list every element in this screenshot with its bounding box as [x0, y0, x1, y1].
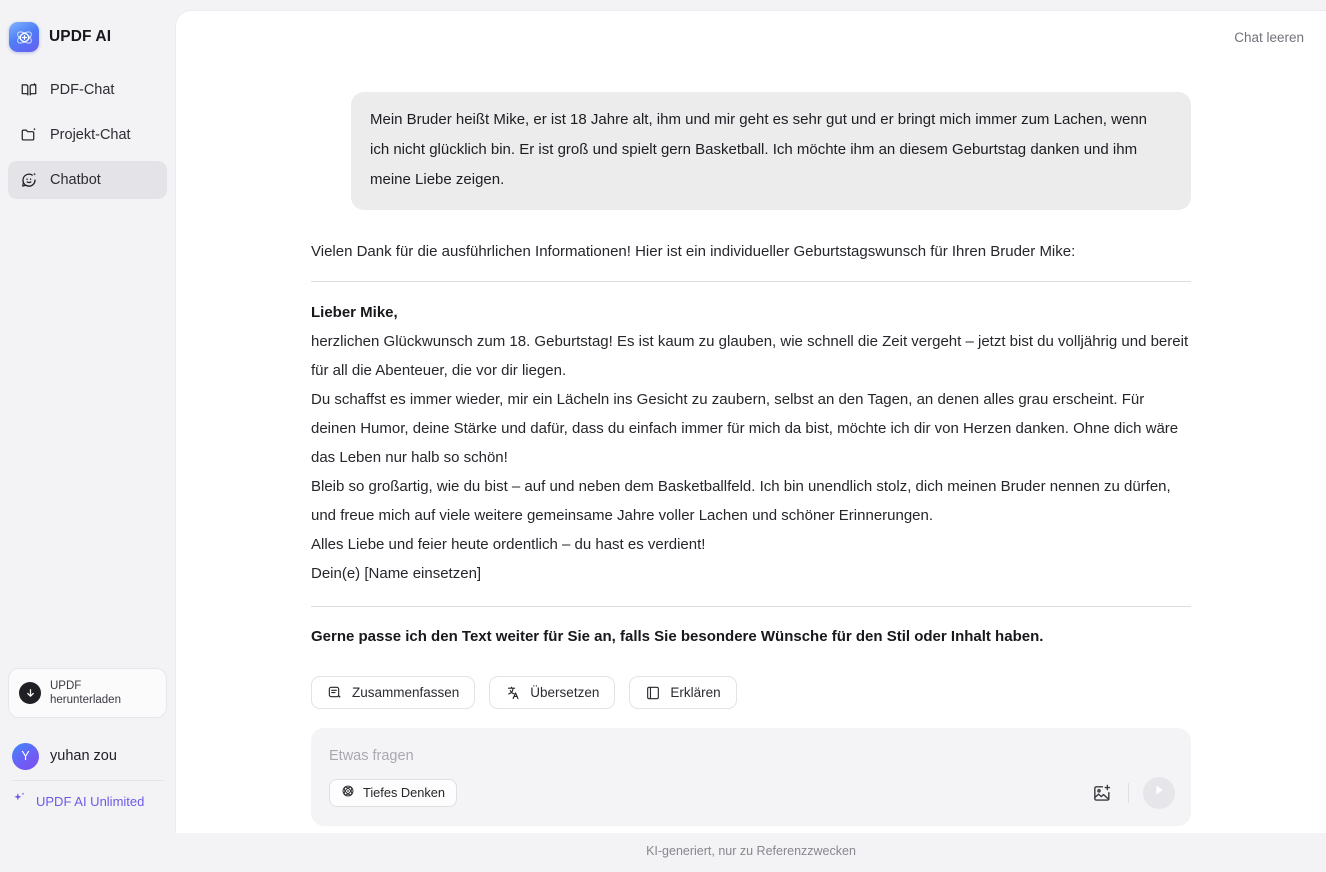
download-label-line2: herunterladen	[50, 694, 121, 706]
summarize-icon	[327, 685, 343, 701]
assistant-salutation: Lieber Mike,	[311, 304, 398, 321]
explain-button[interactable]	[629, 676, 736, 709]
translate-icon	[505, 685, 521, 701]
image-add-icon[interactable]	[1090, 781, 1114, 805]
composer-toolbar	[329, 772, 1175, 826]
assistant-divider-top	[311, 281, 1191, 282]
brand	[0, 0, 175, 55]
explain-label: Erklären	[670, 685, 721, 700]
assistant-intro: Vielen Dank für die ausführlichen Informationen! Hier ist ein individueller Geburtstagswunsch für Ihren Bruder Mike:	[311, 243, 1076, 260]
deep-think-label: Tiefes Denken	[363, 785, 446, 800]
user-name: yuhan zou	[50, 748, 117, 764]
download-circle-icon	[19, 682, 41, 704]
quick-actions	[311, 676, 1191, 709]
folder-sparkle-icon	[19, 126, 38, 145]
atom-icon	[341, 784, 355, 801]
avatar: Y	[12, 743, 39, 770]
user-message-row	[311, 92, 1191, 210]
sidebar	[0, 0, 175, 833]
chat-smiley-sparkle-icon	[19, 171, 38, 190]
chat-input[interactable]	[329, 745, 837, 767]
sparkle-icon	[12, 791, 27, 811]
topbar	[176, 11, 1326, 63]
summarize-label: Zusammenfassen	[352, 685, 460, 700]
translate-label: Übersetzen	[530, 685, 600, 700]
deep-think-toggle[interactable]	[329, 779, 457, 807]
send-triangle-icon	[1152, 783, 1166, 802]
sidebar-item-projekt-chat[interactable]	[8, 116, 167, 154]
sidebar-item-chatbot[interactable]	[8, 161, 167, 199]
main-panel	[175, 10, 1326, 858]
sidebar-item-label: Chatbot	[50, 172, 101, 188]
assistant-closing: Gerne passe ich den Text weiter für Sie an, falls Sie besondere Wünsche für den Stil oder Inhalt haben.	[311, 628, 1044, 645]
composer-separator	[1128, 783, 1129, 803]
summarize-button[interactable]	[311, 676, 475, 709]
assistant-paragraph: Du schaffst es immer wieder, mir ein Lächeln ins Gesicht zu zaubern, selbst an den Tagen, an denen alles grau erscheint. Für deinen Humor, deine Stärke und dafür, dass du einfach immer für mich da bist, möchte ich dir von Herzen danken. Ohne dich wäre das Leben nur halb so schön!	[311, 391, 1179, 466]
composer-right-tools	[1090, 777, 1175, 809]
explain-book-icon	[645, 685, 661, 701]
assistant-paragraph: Dein(e) [Name einsetzen]	[311, 565, 482, 582]
assistant-paragraph: herzlichen Glückwunsch zum 18. Geburtstag! Es ist kaum zu glauben, wie schnell die Zeit vergeht – jetzt bist du volljährig und bereit für all die Abenteuer, die vor dir liegen.	[311, 333, 1189, 379]
download-label-line1: UPDF	[50, 680, 82, 692]
assistant-divider-bottom	[311, 606, 1191, 607]
updf-atom-logo-icon	[9, 22, 39, 52]
sidebar-item-label: Projekt-Chat	[50, 127, 131, 143]
updf-ai-unlimited-label: UPDF AI Unlimited	[36, 793, 145, 809]
updf-ai-unlimited-link[interactable]	[8, 781, 167, 821]
clear-chat-button[interactable]: Chat leeren	[1234, 29, 1304, 45]
sidebar-bottom	[0, 668, 175, 833]
assistant-paragraph: Bleib so großartig, wie du bist – auf und neben dem Basketballfeld. Ich bin unendlich stolz, dich meinen Bruder nennen zu dürfen, und freue mich auf viele weitere gemeinsame Jahre voller Lachen und schöner Erinnerungen.	[311, 478, 1171, 524]
send-button[interactable]	[1143, 777, 1175, 809]
chat-content	[311, 92, 1191, 830]
assistant-message	[311, 237, 1191, 651]
sidebar-nav	[0, 71, 175, 199]
assistant-paragraph: Alles Liebe und feier heute ordentlich – du hast es verdient!	[311, 536, 706, 553]
brand-name: UPDF AI	[49, 28, 112, 45]
download-label	[50, 679, 121, 707]
translate-button[interactable]	[489, 676, 615, 709]
composer	[311, 728, 1191, 826]
sidebar-item-pdf-chat[interactable]	[8, 71, 167, 109]
download-updf-button[interactable]	[8, 668, 167, 718]
footer-note: KI-generiert, nur zu Referenzzwecken	[646, 844, 856, 858]
chat-scroll-area[interactable]	[176, 63, 1326, 830]
user-message-bubble: Mein Bruder heißt Mike, er ist 18 Jahre alt, ihm und mir geht es sehr gut und er bringt mich immer zum Lachen, wenn ich nicht glücklich bin. Er ist groß und spielt gern Basketball. Ich möchte ihm an diesem Geburtstag danken und ihm meine Liebe zeigen.	[351, 92, 1191, 210]
book-sparkle-icon	[19, 81, 38, 100]
user-account-row[interactable]	[8, 732, 167, 780]
sidebar-item-label: PDF-Chat	[50, 82, 115, 98]
